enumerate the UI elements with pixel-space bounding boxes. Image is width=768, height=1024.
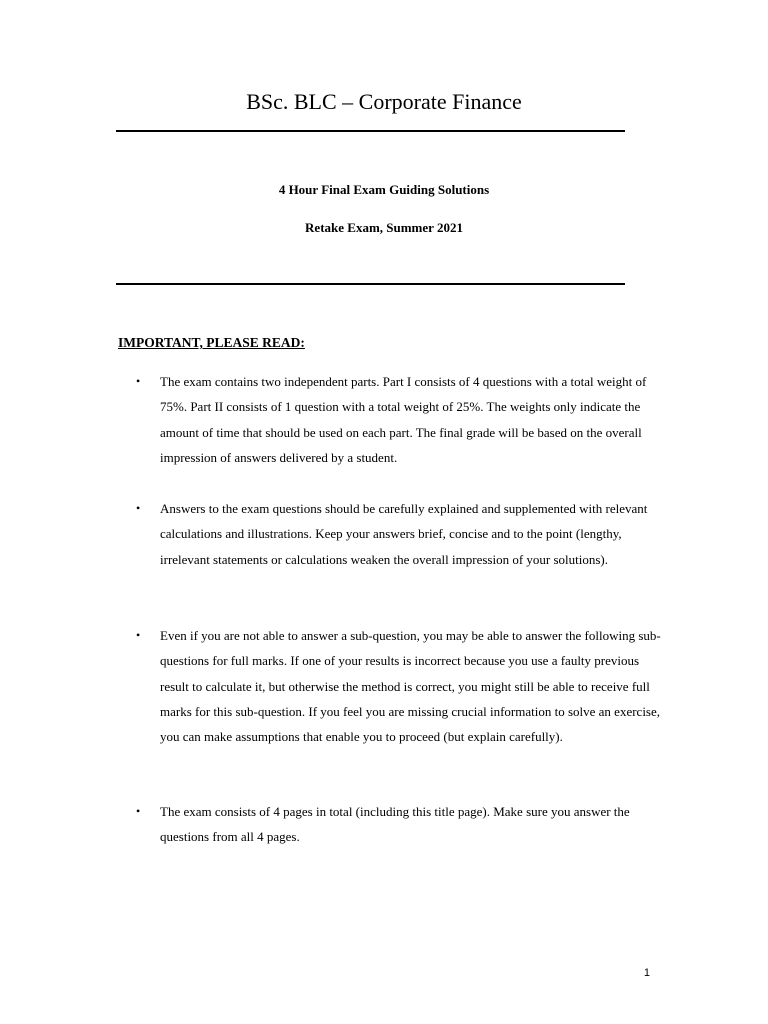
top-divider [116,130,625,132]
bullet-icon: • [136,628,141,642]
exam-subtitle: 4 Hour Final Exam Guiding Solutions [278,182,490,197]
page-number: 1 [643,967,650,979]
instruction-text: Answers to the exam questions should be carefully explained and supplemented with relevant calculations and illustrations. Keep your answers brief, concise and to the point (lengthy, irrelevant statements or calculations weaken the overall impression of your solutions). [160,501,648,567]
instruction-text: The exam contains two independent parts. Part I consists of 4 questions with a total weight of 75%. Part II consists of 1 question with a total weight of 25%. The weights only indicate the amount of time that should be used on each part. The final grade will be based on the overall impression of answers delivered by a student. [160,374,647,465]
bullet-icon: • [136,501,141,515]
instruction-text: The exam consists of 4 pages in total (including this title page). Make sure you answer the questions from all 4 pages. [160,804,630,845]
bottom-divider [116,283,625,285]
important-heading: IMPORTANT, PLEASE READ: [118,335,305,350]
bullet-icon: • [136,804,141,818]
exam-info: Retake Exam, Summer 2021 [305,220,463,235]
document-title: BSc. BLC – Corporate Finance [246,89,522,114]
bullet-icon: • [136,374,141,388]
instruction-text: Even if you are not able to answer a sub-question, you may be able to answer the following sub-questions for full marks. If one of your results is incorrect because you use a faulty previous result to calculate it, but otherwise the method is correct, you might still be able to receive full marks for this sub-question. If you feel you are missing crucial information to solve an exercise, you can make assumptions that enable you to proceed (but explain carefully). [160,628,661,745]
